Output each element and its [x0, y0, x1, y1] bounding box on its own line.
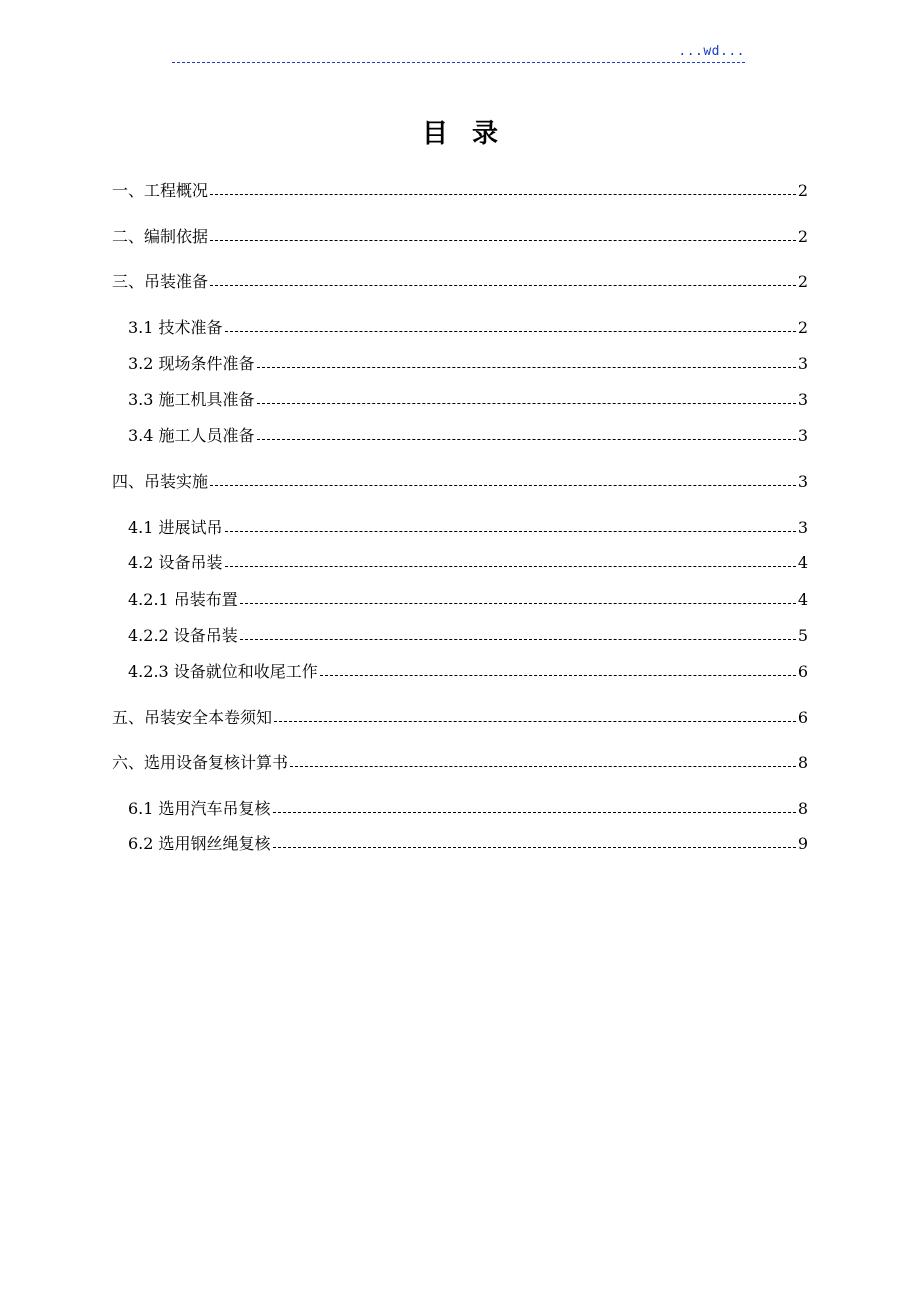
toc-entry-page: 3	[797, 426, 808, 445]
toc-entry-page: 2	[797, 227, 808, 246]
toc-leader-dots	[225, 331, 796, 332]
toc-entry-page: 8	[797, 799, 808, 818]
toc-leader-dots	[273, 812, 796, 813]
toc-entry-label: 六、选用设备复核计算书	[112, 753, 289, 772]
toc-leader-dots	[257, 439, 796, 440]
toc-leader-dots	[225, 531, 796, 532]
page-header	[172, 44, 745, 63]
toc-entry[interactable]	[128, 517, 808, 539]
toc-entry-label: 3.3 施工机具准备	[128, 390, 255, 409]
toc-entry[interactable]	[128, 552, 808, 574]
toc-entry-label: 五、吊装安全本卷须知	[112, 708, 273, 727]
toc-entry[interactable]	[128, 625, 808, 647]
toc-entry-page: 3	[797, 390, 808, 409]
toc-entry[interactable]	[112, 271, 808, 293]
toc-leader-dots	[290, 766, 796, 767]
toc-leader-dots	[210, 285, 796, 286]
header-text: ...wd...	[678, 44, 745, 59]
toc-entry-label: 三、吊装准备	[112, 272, 209, 291]
toc-entry-label: 二、编制依据	[112, 227, 209, 246]
toc-leader-dots	[240, 603, 796, 604]
toc-entry-page: 2	[797, 318, 808, 337]
toc-entry-label: 3.4 施工人员准备	[128, 426, 255, 445]
toc-entry-page: 3	[797, 354, 808, 373]
toc-entry-page: 3	[797, 518, 808, 537]
toc-entry-page: 6	[797, 708, 808, 727]
toc-entry-label: 一、工程概况	[112, 181, 209, 200]
toc-entry-label: 四、吊装实施	[112, 472, 209, 491]
toc-entry-page: 8	[797, 753, 808, 772]
toc-leader-dots	[225, 566, 796, 567]
toc-entry-page: 3	[797, 472, 808, 491]
toc-entry[interactable]	[112, 471, 808, 493]
toc-leader-dots	[257, 367, 796, 368]
page-title: 目录	[421, 119, 522, 149]
toc-entry-page: 6	[797, 662, 808, 681]
toc-leader-dots	[257, 403, 796, 404]
toc-entry[interactable]	[128, 425, 808, 447]
toc-entry[interactable]	[128, 798, 808, 820]
toc-leader-dots	[274, 721, 796, 722]
toc-entry-page: 2	[797, 272, 808, 291]
toc-leader-dots	[320, 675, 796, 676]
toc-entry-label: 4.2.3 设备就位和收尾工作	[128, 662, 318, 681]
toc-entry[interactable]	[112, 752, 808, 774]
toc-entry-page: 5	[797, 626, 808, 645]
toc-entry-label: 4.2 设备吊装	[128, 553, 223, 572]
toc-entry-page: 4	[797, 553, 808, 572]
toc-entry[interactable]	[112, 180, 808, 202]
toc-entry-page: 2	[797, 181, 808, 200]
toc-entry-label: 6.2 选用钢丝绳复核	[128, 834, 271, 853]
toc-entry-label: 4.1 进展试吊	[128, 518, 223, 537]
toc-entry[interactable]	[128, 661, 808, 683]
toc-entry-label: 6.1 选用汽车吊复核	[128, 799, 271, 818]
toc-entry[interactable]	[128, 317, 808, 339]
toc-leader-dots	[240, 639, 796, 640]
toc-leader-dots	[210, 485, 796, 486]
toc-entry[interactable]	[128, 389, 808, 411]
toc-leader-dots	[273, 847, 796, 848]
toc-entry[interactable]	[128, 833, 808, 855]
toc-entry-label: 3.2 现场条件准备	[128, 354, 255, 373]
toc-entry-label: 4.2.1 吊装布置	[128, 590, 238, 609]
toc-leader-dots	[210, 194, 796, 195]
toc-entry-page: 4	[797, 590, 808, 609]
toc-leader-dots	[210, 240, 796, 241]
toc-entry-label: 4.2.2 设备吊装	[128, 626, 238, 645]
toc-entry[interactable]	[112, 226, 808, 248]
toc-entry[interactable]	[128, 353, 808, 375]
toc-entry[interactable]	[112, 707, 808, 729]
toc-entry-page: 9	[797, 834, 808, 853]
toc-entry-label: 3.1 技术准备	[128, 318, 223, 337]
toc-entry[interactable]	[128, 589, 808, 611]
